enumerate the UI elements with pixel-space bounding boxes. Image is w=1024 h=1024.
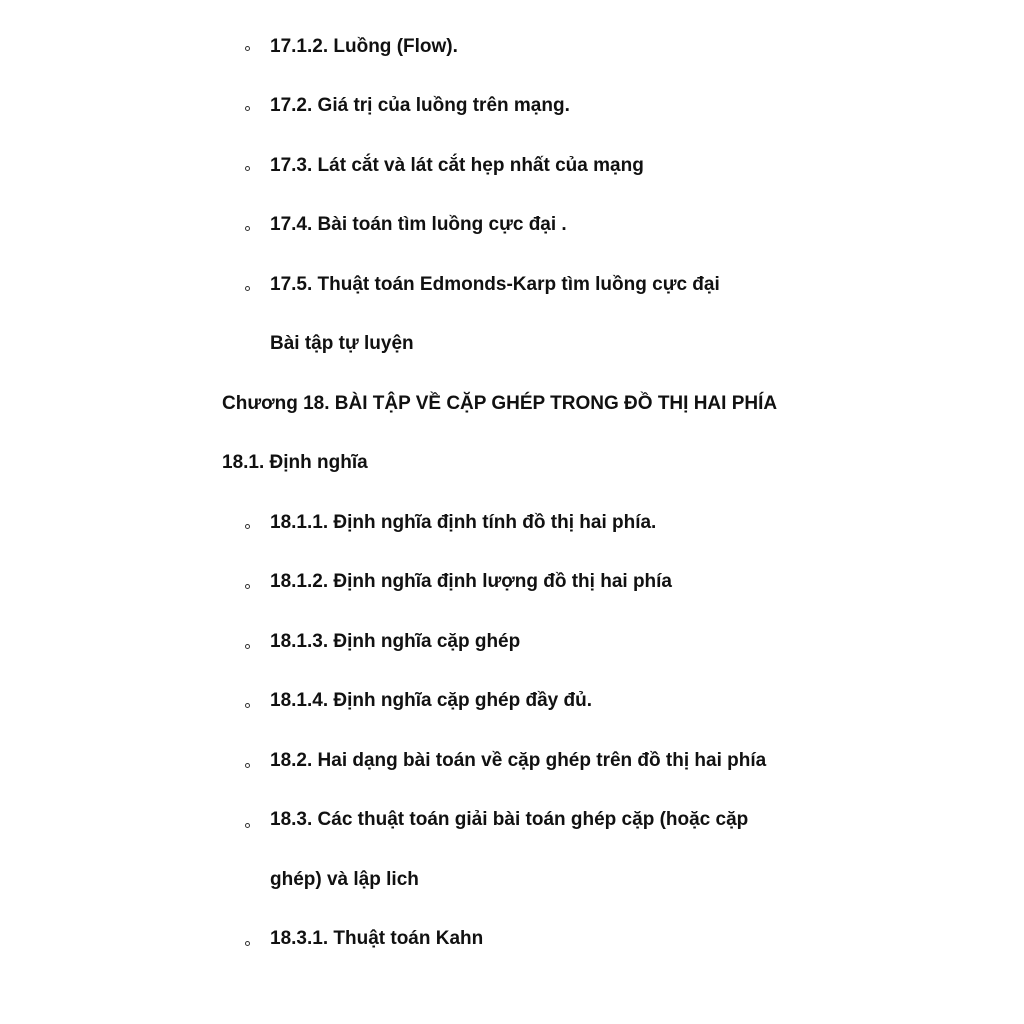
toc-entry-18-3-continued[interactable]: ghép) và lập lich bbox=[270, 869, 419, 890]
bullet-icon bbox=[245, 644, 250, 649]
bullet-icon bbox=[245, 46, 250, 51]
toc-entry-18-2[interactable]: 18.2. Hai dạng bài toán về cặp ghép trên đồ thị hai phía bbox=[270, 750, 767, 771]
toc-entry-18-3-1[interactable]: 18.3.1. Thuật toán Kahn bbox=[270, 928, 484, 949]
bullet-icon bbox=[245, 763, 250, 768]
bullet-icon bbox=[245, 106, 250, 111]
toc-entry-17-1-2[interactable]: 17.1.2. Luồng (Flow). bbox=[270, 36, 458, 57]
bullet-icon bbox=[245, 286, 250, 291]
bullet-icon bbox=[245, 584, 250, 589]
toc-entry-exercises[interactable]: Bài tập tự luyện bbox=[270, 333, 414, 354]
toc-entry-18-1-1[interactable]: 18.1.1. Định nghĩa định tính đồ thị hai phía. bbox=[270, 512, 657, 533]
bullet-icon bbox=[245, 524, 250, 529]
bullet-icon bbox=[245, 941, 250, 946]
toc-entry-18-1-2[interactable]: 18.1.2. Định nghĩa định lượng đồ thị hai phía bbox=[270, 571, 672, 592]
toc-entry-18-1-4[interactable]: 18.1.4. Định nghĩa cặp ghép đầy đủ. bbox=[270, 690, 593, 711]
bullet-icon bbox=[245, 703, 250, 708]
toc-entry-17-5[interactable]: 17.5. Thuật toán Edmonds-Karp tìm luồng cực đại bbox=[270, 274, 720, 295]
toc-entry-18-1-3[interactable]: 18.1.3. Định nghĩa cặp ghép bbox=[270, 631, 521, 652]
toc-entry-17-3[interactable]: 17.3. Lát cắt và lát cắt hẹp nhất của mạng bbox=[270, 155, 644, 176]
bullet-icon bbox=[245, 226, 250, 231]
bullet-icon bbox=[245, 823, 250, 828]
toc-entry-18-1[interactable]: 18.1. Định nghĩa bbox=[222, 452, 368, 473]
toc-chapter-18[interactable]: Chương 18. BÀI TẬP VỀ CẶP GHÉP TRONG ĐỒ THỊ HAI PHÍA bbox=[222, 393, 778, 414]
toc-entry-17-4[interactable]: 17.4. Bài toán tìm luồng cực đại . bbox=[270, 214, 567, 235]
bullet-icon bbox=[245, 166, 250, 171]
toc-entry-18-3[interactable]: 18.3. Các thuật toán giải bài toán ghép cặp (hoặc cặp bbox=[270, 809, 749, 830]
toc-entry-17-2[interactable]: 17.2. Giá trị của luồng trên mạng. bbox=[270, 95, 570, 116]
